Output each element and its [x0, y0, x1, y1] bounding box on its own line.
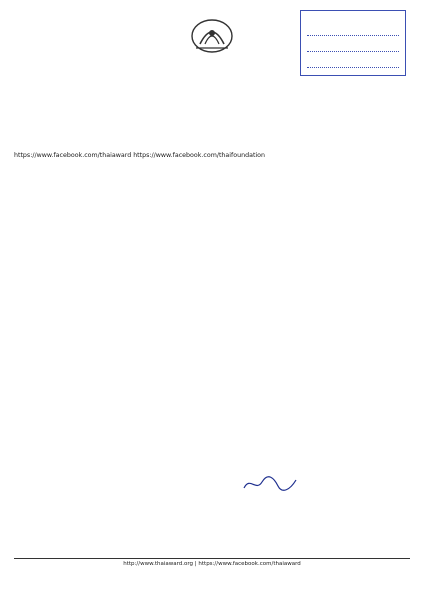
footer-divider — [14, 558, 410, 559]
body-url-line: https://www.facebook.com/thaiaward https://www.facebook.com/thaifoundation — [14, 152, 266, 159]
letter-meta — [14, 102, 374, 111]
received-stamp — [300, 10, 406, 76]
letter-footer — [14, 561, 410, 568]
handwritten-signature-icon — [240, 474, 300, 494]
footer-links: http://www.thaiaward.org | https://www.facebook.com/thaiaward — [123, 561, 301, 567]
letter-body — [14, 148, 410, 166]
signature-scribble — [170, 474, 370, 494]
routing-stamp — [6, 450, 128, 540]
signature-block — [170, 470, 370, 496]
foundation-emblem-icon — [186, 14, 238, 58]
